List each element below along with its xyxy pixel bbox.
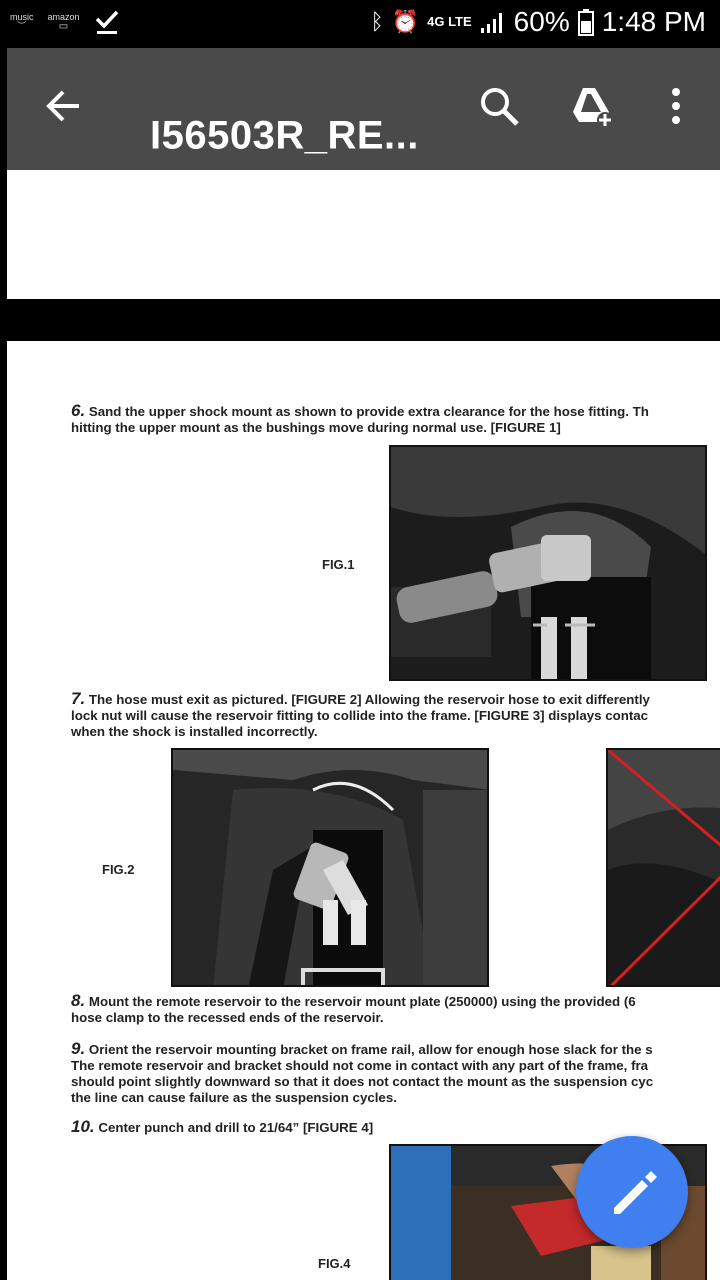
- figure-1-photo: [389, 445, 707, 681]
- step-10-text: 10. Center punch and drill to 21/64” [FIGURE 4]: [71, 1117, 374, 1136]
- document-title: I56503R_RE...: [150, 113, 419, 158]
- more-vert-icon[interactable]: [652, 82, 700, 130]
- battery-percent: 60%: [513, 6, 570, 37]
- figure-3-photo: [606, 748, 720, 987]
- signal-icon: [480, 10, 506, 34]
- pdf-page-previous: [7, 170, 720, 299]
- edit-fab-button[interactable]: [576, 1136, 688, 1248]
- clock: 1:48 PM: [601, 6, 706, 37]
- figure-2-photo: [171, 748, 489, 987]
- drive-add-icon[interactable]: [567, 82, 615, 130]
- battery-icon: [578, 8, 594, 36]
- step-8-text: 8. Mount the remote reservoir to the reservoir mount plate (250000) using the provided (6 hose clamp to the recessed ends of the reservoir.: [71, 991, 636, 1025]
- step-7-text: 7. The hose must exit as pictured. [FIGURE 2] Allowing the reservoir hose to exit differently lock nut will cause the reservoir fitting to collide into the frame. [FIGURE 3] displays contac when the shock is installed incorrectly.: [71, 689, 650, 739]
- fig-2-label: FIG.2: [102, 862, 135, 877]
- step-6-text: 6. Sand the upper shock mount as shown to provide extra clearance for the hose fitting. Th hitting the upper mount as the bushings move during normal use. [FIGURE 1]: [71, 401, 649, 435]
- back-arrow-icon[interactable]: [39, 82, 87, 130]
- fig-1-label: FIG.1: [322, 557, 355, 572]
- app-bar: [7, 48, 720, 170]
- amazon-music-icon: music ︶: [10, 12, 34, 32]
- alarm-icon: ⏰: [391, 9, 420, 34]
- fig-4-label: FIG.4: [318, 1256, 351, 1271]
- page-gap: [0, 299, 720, 341]
- download-complete-icon: [94, 8, 120, 36]
- status-bar: [0, 0, 720, 48]
- step-9-text: 9. Orient the reservoir mounting bracket on frame rail, allow for enough hose slack for the s The remote reservoir and bracket should not come in contact with any part of the frame, fra should point slightly downward so that it does not contact the mount as the suspension cyc the line can cause failure as the suspension cycles.: [71, 1039, 654, 1105]
- amazon-icon: amazon ▭: [47, 12, 80, 32]
- search-icon[interactable]: [475, 82, 523, 130]
- pencil-edit-icon: [576, 1136, 688, 1248]
- network-type: 4G LTE: [427, 14, 472, 29]
- bluetooth-icon: ᛒ: [370, 9, 384, 34]
